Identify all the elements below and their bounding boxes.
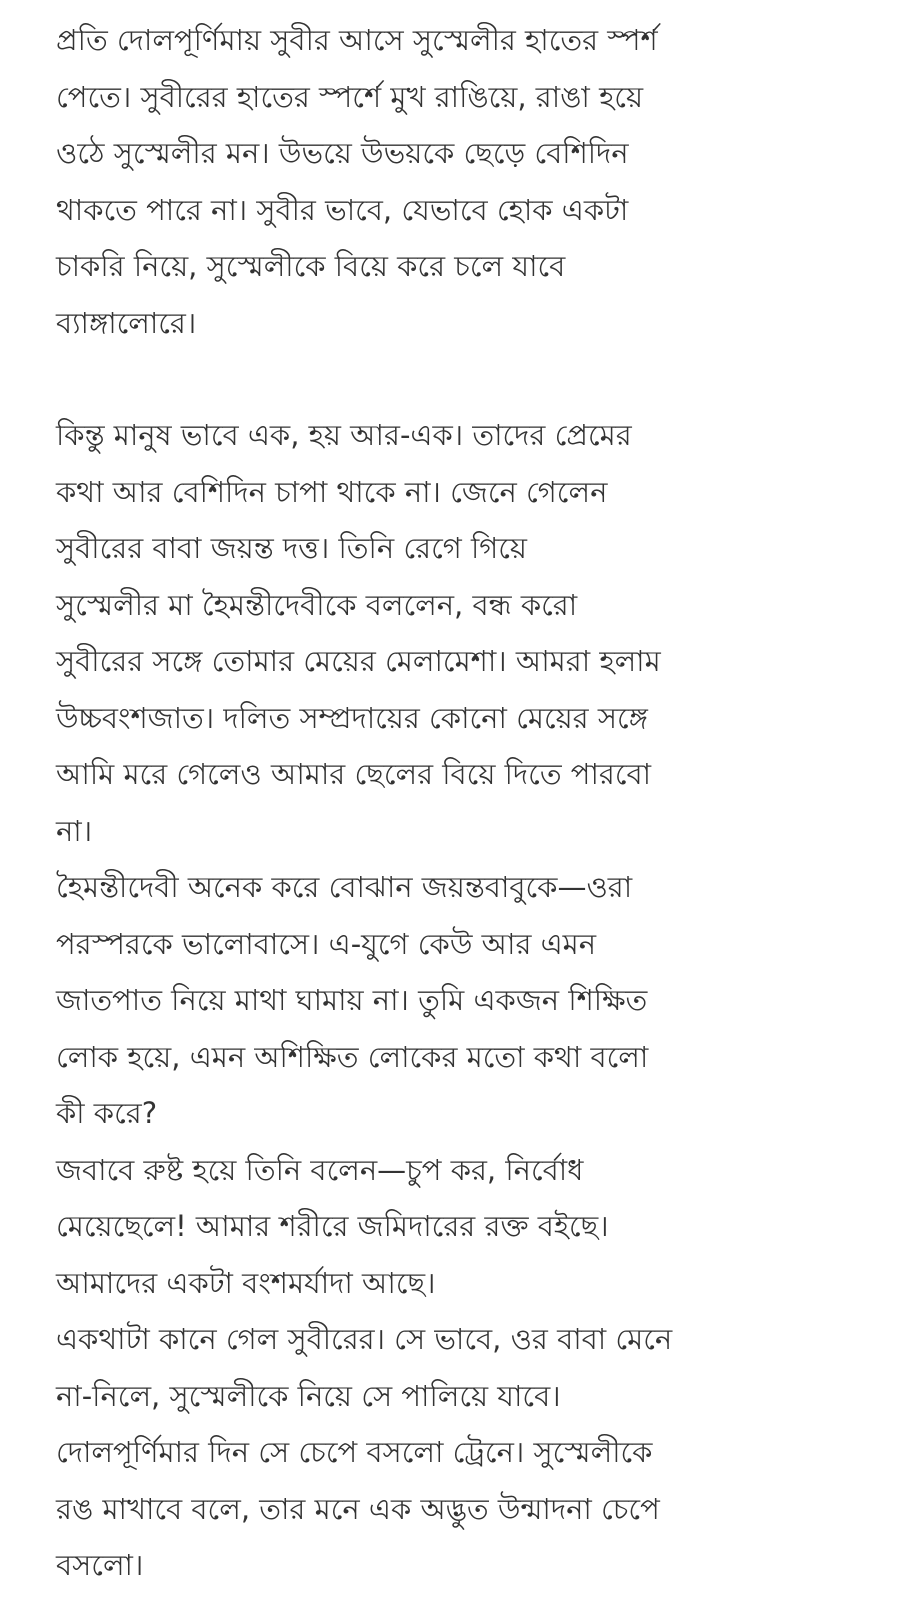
paragraph-3: হৈমন্তীদেবী অনেক করে বোঝান জয়ন্তবাবুকে—ওরা পরস্পরকে ভালোবাসে। এ-যুগে কেউ আর এমন জাতপাত নিয়ে মাথা ঘামায় না। তুমি একজন শিক্ষিত লোক হয়ে, এমন অশিক্ষিত লোকের মতো কথা বলো কী করে? [56, 870, 649, 1130]
paragraph-4: জবাবে রুষ্ট হয়ে তিনি বলেন—চুপ কর, নির্বোধ মেয়েছেলে! আমার শরীরে জমিদারের রক্ত বইছে। আমাদের একটা বংশমর্যাদা আছে। [56, 1152, 609, 1300]
paragraph-spacer [56, 351, 892, 407]
story-text [56, 12, 892, 1594]
paragraph-2: কিন্তু মানুষ ভাবে এক, হয় আর-এক। তাদের প্রেমের কথা আর বেশিদিন চাপা থাকে না। জেনে গেলেন সুবীরের বাবা জয়ন্ত দত্ত। তিনি রেগে গিয়ে সুস্মেলীর মা হৈমন্তীদেবীকে বললেন, বন্ধ করো সুবীরের সঙ্গে তোমার মেয়ের মেলামেশা। আমরা হলাম উচ্চবংশজাত। দলিত সম্প্রদায়ের কোনো মেয়ের সঙ্গে আমি মরে গেলেও আমার ছেলের বিয়ে দিতে পারবো না। [56, 418, 661, 848]
paragraph-5: একথাটা কানে গেল সুবীরের। সে ভাবে, ওর বাবা মেনে না-নিলে, সুস্মেলীকে নিয়ে সে পালিয়ে যাবে। দোলপূর্ণিমার দিন সে চেপে বসলো ট্রেনে। সুস্মেলীকে রঙ মাখাবে বলে, তার মনে এক অদ্ভুত উন্মাদনা চেপে বসলো। [56, 1322, 673, 1582]
paragraph-1: প্রতি দোলপূর্ণিমায় সুবীর আসে সুস্মেলীর হাতের স্পর্শ পেতে। সুবীরের হাতের স্পর্শে মুখ রাঙিয়ে, রাঙা হয়ে ওঠে সুস্মেলীর মন। উভয়ে উভয়কে ছেড়ে বেশিদিন থাকতে পারে না। সুবীর ভাবে, যেভাবে হোক একটা চাকরি নিয়ে, সুস্মেলীকে বিয়ে করে চলে যাবে ব্যাঙ্গালোরে। [56, 23, 658, 340]
